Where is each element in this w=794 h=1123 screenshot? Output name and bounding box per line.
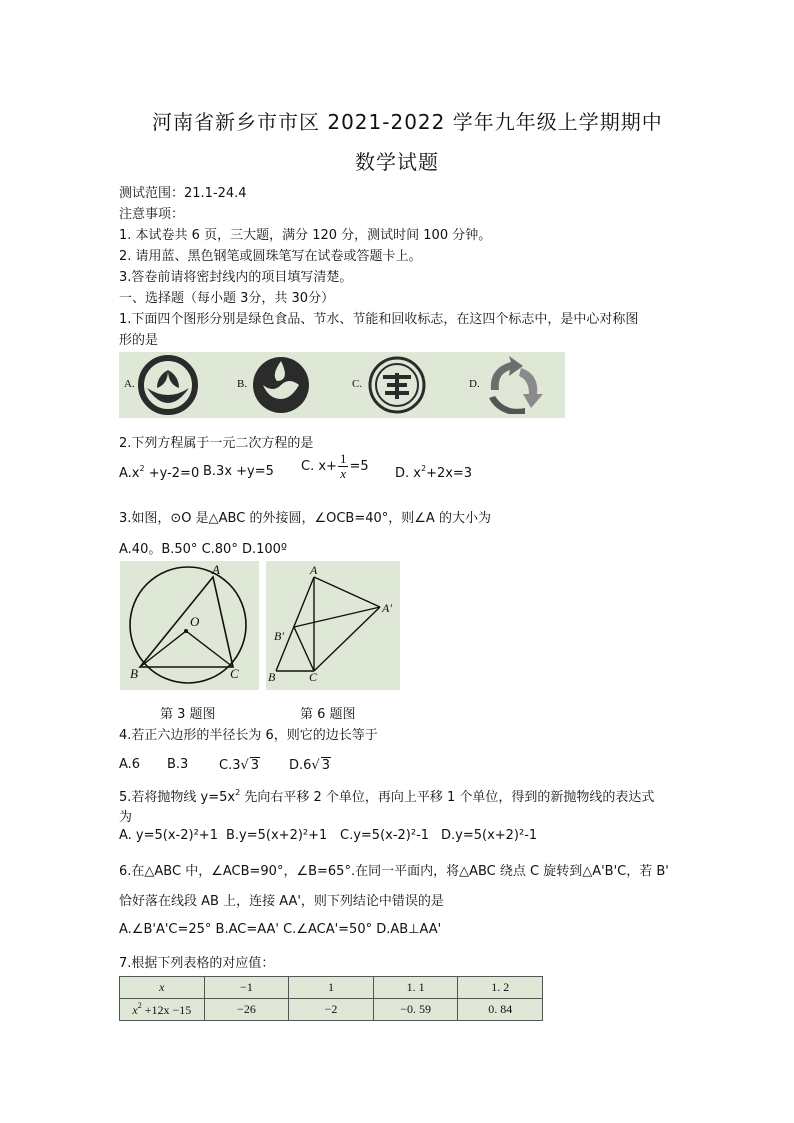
fig6-label-b-prime: B' (274, 629, 284, 643)
option-d-label: D. (469, 378, 480, 390)
fig6-label-a-prime: A' (382, 601, 392, 615)
table-cell: $x^2 +12x -15$ (120, 999, 205, 1021)
fig6-label-c: C (309, 670, 318, 684)
q2-option-d: D. $x^2+2x=3$ (395, 464, 473, 481)
note-1: 1. 本试卷共 6 页，三大题，满分 120 分，测试时间 100 分钟。 (119, 228, 492, 243)
fig3-label-b: B (130, 666, 138, 681)
q3-stem: 3.如图，⊙O 是△ABC 的外接圆，∠OCB=40°，则∠A 的大小为 (119, 511, 491, 526)
water-saving-logo-icon (251, 355, 311, 415)
note-3: 3.答卷前请将密封线内的项目填写清楚。 (119, 270, 353, 285)
recycle-logo-icon (481, 354, 547, 416)
table-cell: −26 (204, 999, 289, 1021)
table-cell: 1. 2 (458, 977, 543, 999)
q5-option-a: A. y=5(x-2)²+1 (119, 828, 218, 843)
table-cell: 0. 84 (458, 999, 543, 1021)
notice-heading: 注意事项： (119, 207, 185, 222)
q4-option-a: A.6 (119, 757, 141, 772)
q1-stem-line2: 形的是 (119, 333, 159, 348)
table-cell: −1 (204, 977, 289, 999)
table-cell: 1 (289, 977, 374, 999)
table-row (120, 999, 543, 1021)
energy-saving-logo-icon (367, 355, 427, 415)
q1-logo-panel (119, 352, 565, 418)
q7-stem: 7.根据下列表格的对应值： (119, 956, 275, 971)
q1-stem-line1: 1.下面四个图形分别是绿色食品、节水、节能和回收标志，在这四个标志中，是中心对称图 (119, 312, 639, 327)
table-row (120, 977, 543, 999)
q4-option-c: C.3√ 3 (219, 758, 260, 773)
option-a-label: A. (124, 378, 135, 390)
q5-option-b: B.y=5(x+2)²+1 (226, 828, 328, 843)
fig3-caption: 第 3 题图 (160, 707, 216, 722)
q6-stem-line2: 恰好落在线段 AB 上，连接 AA'，则下列结论中错误的是 (119, 894, 444, 909)
fig6-label-b: B (268, 670, 276, 684)
table-cell: x (120, 977, 205, 999)
rotation-diagram (266, 561, 400, 690)
q5-option-c: C.y=5(x-2)²-1 (340, 828, 430, 843)
option-b-label: B. (237, 378, 248, 390)
section-heading: 一、选择题（每小题 3分，共 30分） (119, 291, 335, 306)
q5-stem: 5.若将抛物线 $y=5x^2$ 先向右平移 2 个单位，再向上平移 1 个单位，得到的新抛物线的表达式 (119, 788, 655, 805)
fig6-caption: 第 6 题图 (300, 707, 356, 722)
table-cell: −0. 59 (373, 999, 458, 1021)
q6-stem-line1: 6.在△ABC 中，∠ACB=90°，∠B=65°.在同一平面内，将△ABC 绕点 C 旋转到△A'B'C，若 B' (119, 864, 669, 879)
q5-stem-line2: 为 (119, 810, 133, 825)
q2-stem: 2.下列方程属于一元二次方程的是 (119, 436, 314, 451)
fig6-label-a: A (310, 563, 318, 577)
page-subtitle: 数学试题 (355, 150, 439, 174)
q2-option-b: B.3x +y=5 (203, 464, 274, 479)
option-c-label: C. (352, 378, 363, 390)
q2-option-c: C. x+ $\frac{1}{x}$ =5 (301, 451, 369, 481)
q6-options: A.∠B'A'C=25° B.AC=AA' C.∠ACA'=50° D.AB⊥AA' (119, 922, 442, 937)
page-title: 河南省新乡市市区 2021-2022 学年九年级上学期期中 (152, 110, 663, 134)
test-scope: 测试范围：21.1-24.4 (119, 186, 247, 201)
figure-q6 (266, 561, 400, 690)
value-table (119, 976, 543, 1021)
figure-q3 (120, 561, 259, 690)
table-cell: 1. 1 (373, 977, 458, 999)
q4-stem: 4.若正六边形的半径长为 6，则它的边长等于 (119, 728, 378, 743)
q2-option-a: $A.x^2 +y-2=0$ (119, 464, 200, 481)
note-2: 2. 请用蓝、黑色钢笔或圆珠笔写在试卷或答题卡上。 (119, 249, 422, 264)
q3-options: A.40。B.50° C.80° D.100º (119, 542, 288, 557)
q5-option-d: D.y=5(x+2)²-1 (441, 828, 538, 843)
q4-option-b: B.3 (167, 757, 189, 772)
q4-option-d: D.6√ 3 (289, 758, 330, 773)
fig3-label-o: O (190, 614, 200, 629)
fig3-label-c: C (230, 666, 239, 681)
table-cell: −2 (289, 999, 374, 1021)
fig3-label-a: A (212, 562, 220, 577)
green-food-logo-icon (137, 354, 199, 416)
